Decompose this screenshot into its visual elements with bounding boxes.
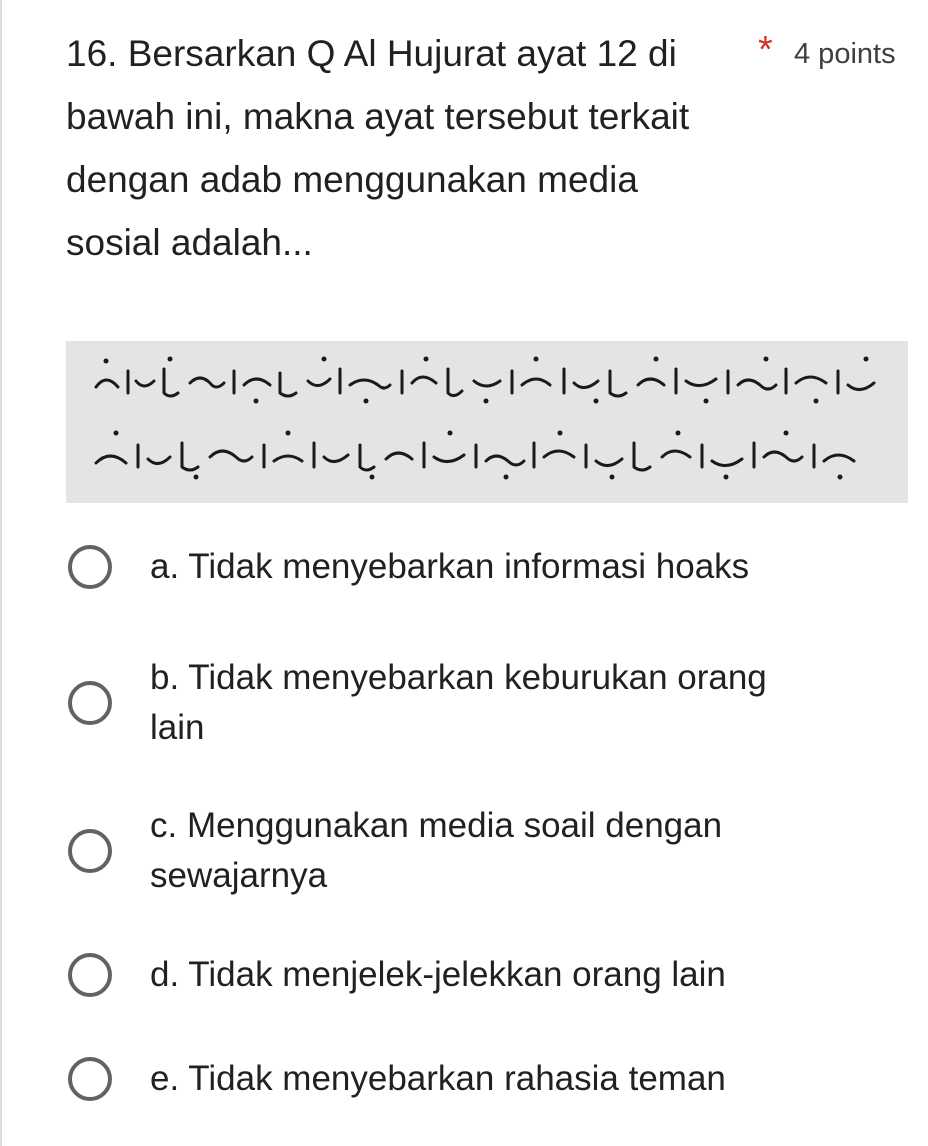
option-label: e. Tidak menyebarkan rahasia teman	[150, 1059, 726, 1098]
radio-button-icon[interactable]	[68, 829, 112, 873]
question-points: 4 points	[794, 38, 896, 70]
option-label: d. Tidak menjelek-jelekkan orang lain	[150, 955, 726, 994]
required-asterisk: *	[758, 29, 773, 71]
radio-button-icon[interactable]	[68, 953, 112, 997]
radio-button-icon[interactable]	[68, 545, 112, 589]
radio-button-icon[interactable]	[68, 1057, 112, 1101]
option-label: a. Tidak menyebarkan informasi hoaks	[150, 547, 750, 586]
question-title: 16. Bersarkan Q Al Hujurat ayat 12 di bawah ini, makna ayat tersebut terkait dengan adab menggunakan media sosial adalah...	[66, 33, 690, 263]
quran-verse-image	[66, 341, 908, 503]
option-label: c. Menggunakan media soail dengan sewajarnya	[150, 806, 723, 895]
option-label: b. Tidak menyebarkan keburukan orang lain	[150, 658, 767, 747]
radio-button-icon[interactable]	[68, 681, 112, 725]
arabic-calligraphy-image	[66, 341, 908, 503]
left-border	[0, 0, 2, 1146]
question-header	[66, 22, 912, 274]
